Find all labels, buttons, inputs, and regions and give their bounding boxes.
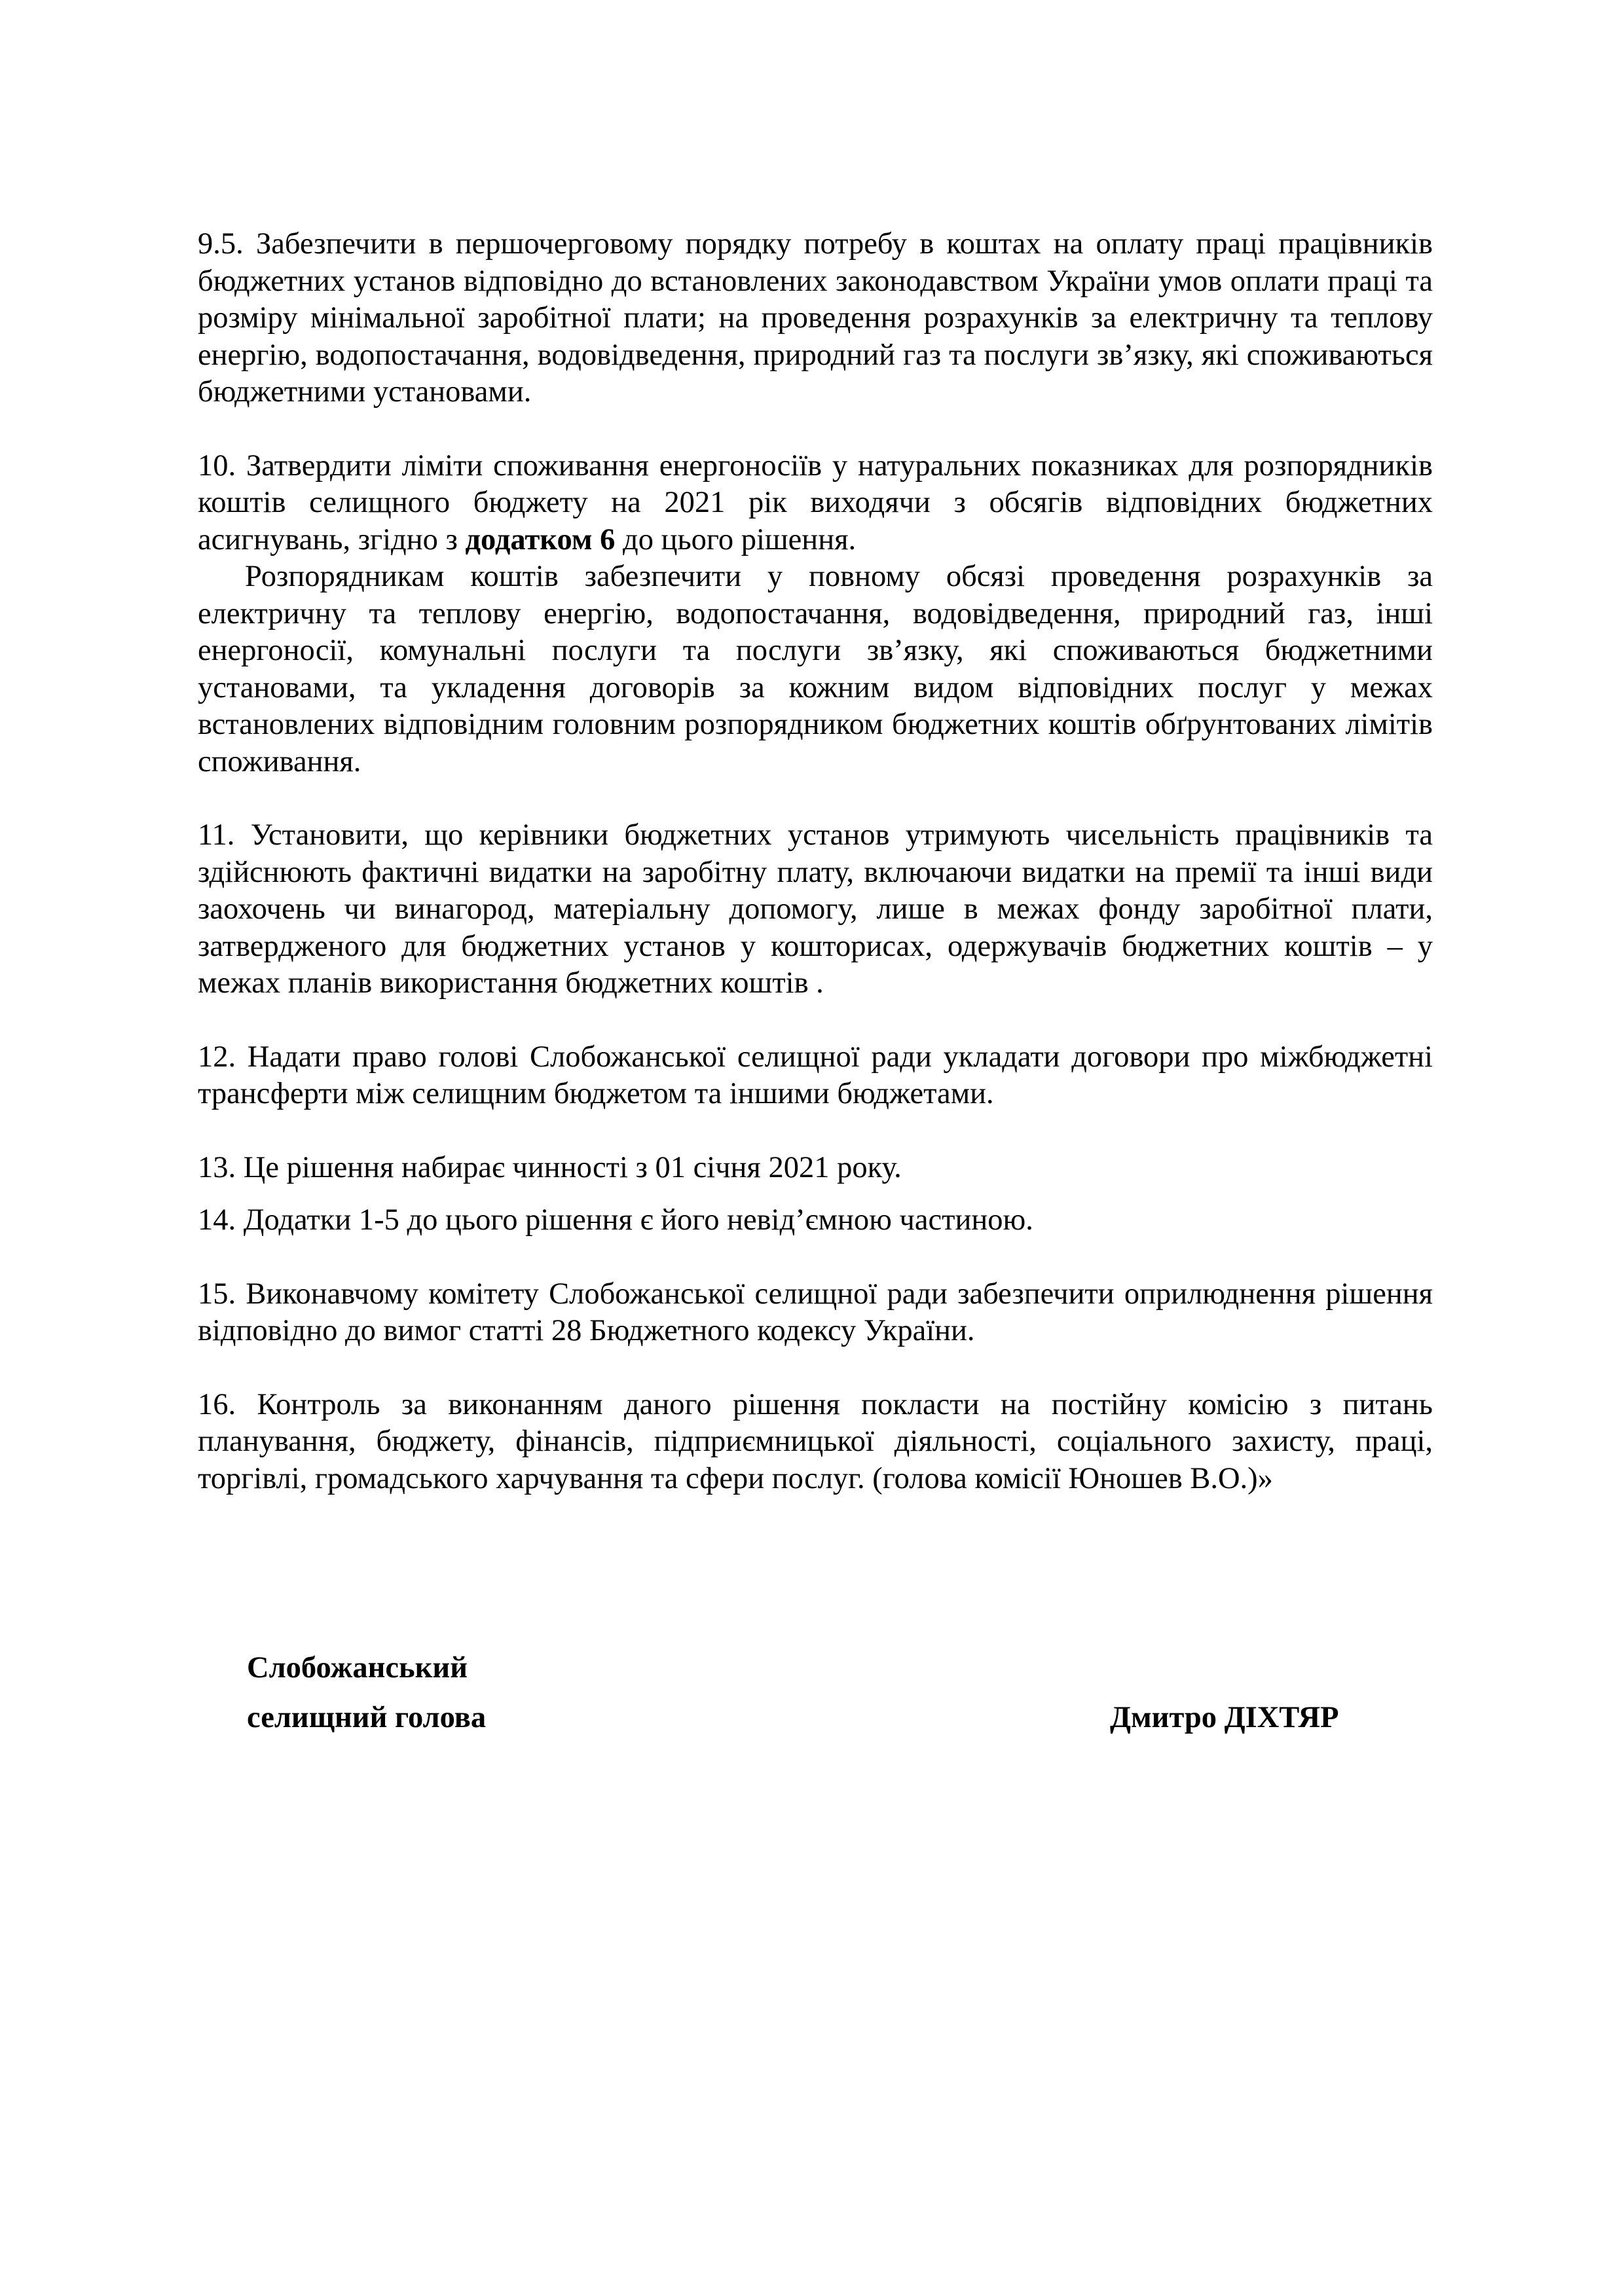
paragraph-14: 14. Додатки 1-5 до цього рішення є його невід’ємною частиною. <box>198 1203 1033 1237</box>
signatory-title <box>247 1643 836 1743</box>
paragraph-11: 11. Установити, що керівники бюджетних установ утримують чисельність працівників та здійснюють фактичні видатки на заробітну плату, включаючи видатки на премії та інші види заохочень чи винагород, матеріальну допомогу, лише в межах фонду заробітної плати, затвердженого для бюджетних установ у кошторисах, одержувачів бюджетних коштів – у межах планів використання бюджетних коштів . <box>198 818 1433 1000</box>
signatory-title-line-1: Слобожанський <box>247 1651 468 1685</box>
signatory-title-line-2: селищний голова <box>247 1701 487 1734</box>
paragraph-10-appendix-ref: додатком 6 <box>465 522 616 556</box>
paragraph-15: 15. Виконавчому комітету Слобожанської селищної ради забезпечити оприлюднення рішення відповідно до вимог статті 28 Бюджетного кодексу України. <box>198 1277 1433 1347</box>
paragraph-10-text: 10. Затвердити ліміти споживання енергоносіїв у натуральних показниках для розпорядників коштів селищного бюджету на 2021 рік виходячи з обсягів відповідних бюджетних асигнувань, згідно з <box>198 448 1433 556</box>
paragraph-13: 13. Це рішення набирає чинності з 01 січня 2021 року. <box>198 1150 902 1184</box>
paragraph-16: 16. Контроль за виконанням даного рішення покласти на постійну комісію з питань планування, бюджету, фінансів, підприємницької діяльності, соціального захисту, праці, торгівлі, громадського харчування та сфери послуг. (голова комісії Юношев В.О.)» <box>198 1387 1433 1495</box>
paragraph-10-text-end: до цього рішення. <box>615 522 857 556</box>
paragraph-9-5: 9.5. Забезпечити в першочерговому порядку потребу в коштах на оплату праці працівників бюджетних установ відповідно до встановлених законодавством України умов оплати праці та розміру мінімальної заробітної плати; на проведення розрахунків за електричну та теплову енергію, водопостачання, водовідведення, природний газ та послуги зв’язку, які споживаються бюджетними установами. <box>198 227 1433 409</box>
paragraph-10 <box>198 448 1433 559</box>
signatory-name: Дмитро ДІХТЯР <box>1110 1701 1339 1734</box>
paragraph-12: 12. Надати право голові Слобожанської селищної ради укладати договори про міжбюджетні трансферти між селищним бюджетом та іншими бюджетами. <box>198 1040 1433 1110</box>
document-body <box>198 226 1433 1497</box>
paragraph-10-subparagraph: Розпорядникам коштів забезпечити у повному обсязі проведення розрахунків за електричну та теплову енергію, водопостачання, водовідведення, природний газ, інші енергоносії, комунальні послуги та послуги зв’язку, які споживаються бюджетними установами, та укладення договорів за кожним видом відповідних послуг у межах встановлених відповідним головним розпорядником бюджетних коштів обґрунтованих лімітів споживання. <box>198 560 1433 778</box>
